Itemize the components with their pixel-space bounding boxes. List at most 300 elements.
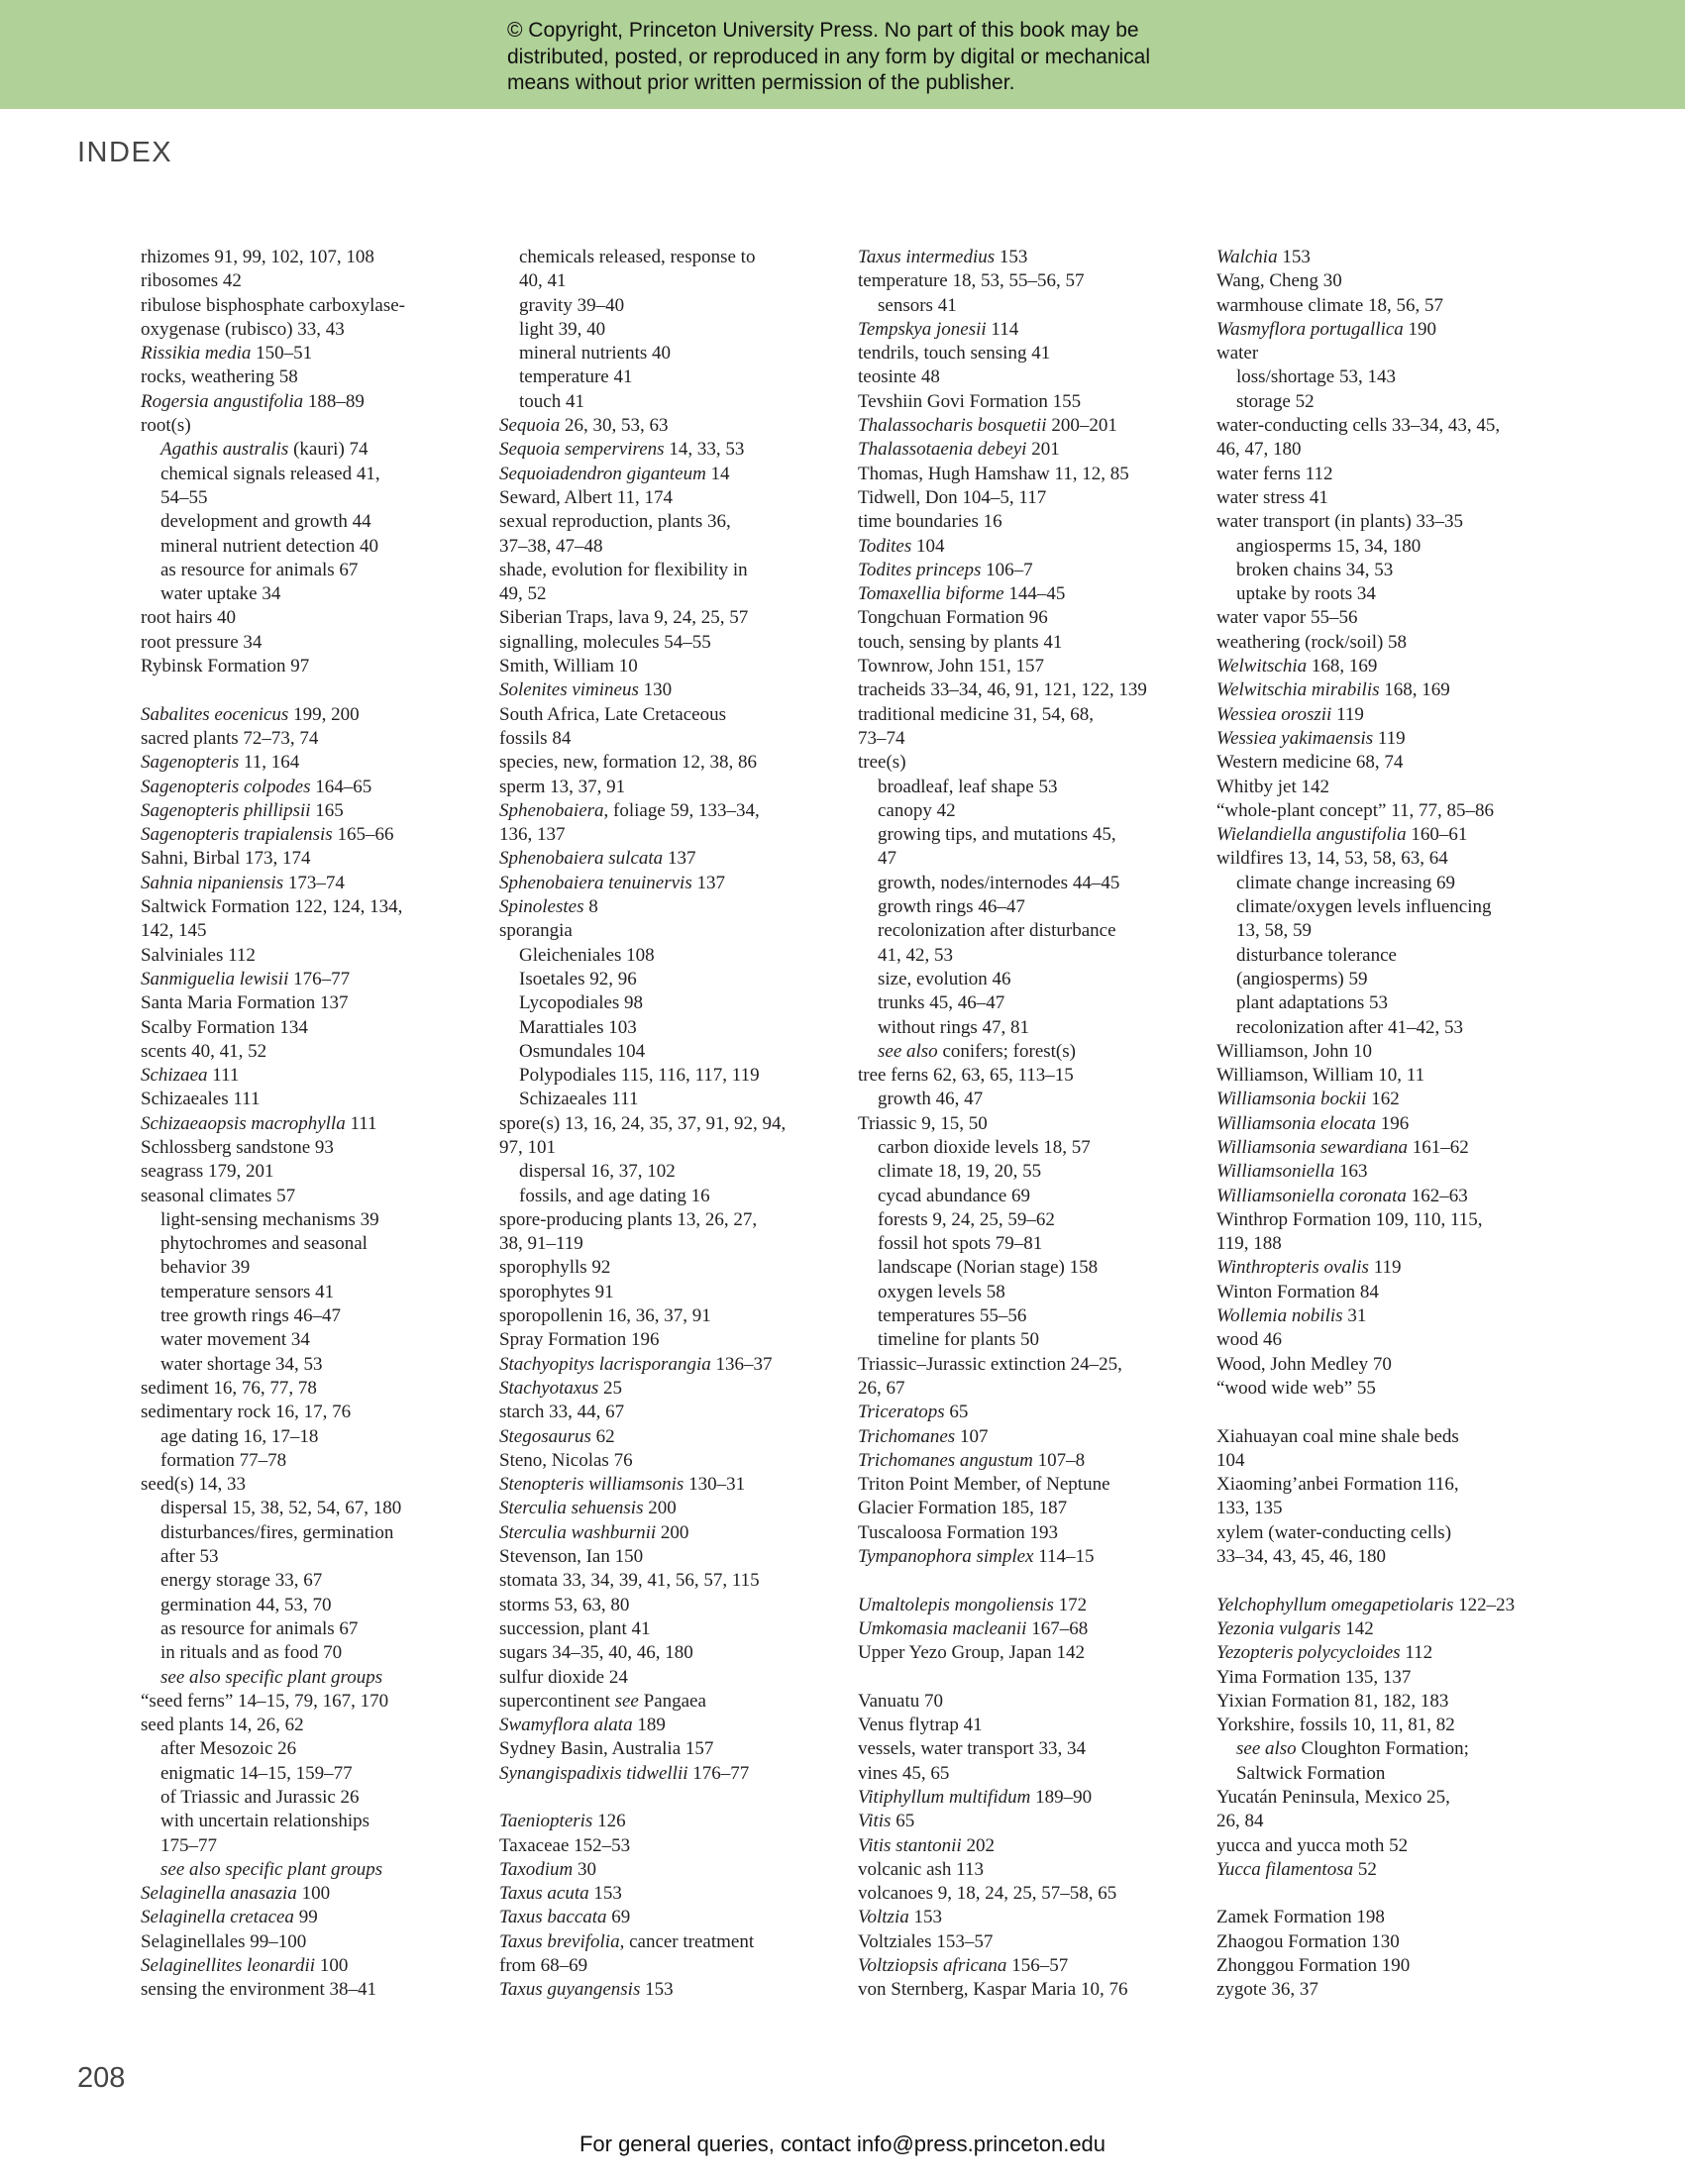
index-entry-line: Williamsoniella 163 [1216, 1161, 1368, 1183]
index-entry-line: temperatures 55–56 [878, 1305, 1027, 1327]
index-entry-line: 40, 41 [519, 270, 567, 292]
index-entry [141, 342, 477, 365]
index-subentry [858, 991, 1195, 1015]
footer-contact: For general queries, contact info@press.princeton.edu [579, 2132, 1106, 2156]
index-entry-line: temperature 41 [519, 366, 633, 388]
index-entry [499, 1641, 836, 1665]
index-subentry [858, 1016, 1195, 1040]
index-entry-line: tree ferns 62, 63, 65, 113–15 [858, 1065, 1074, 1087]
index-entry [499, 510, 836, 559]
index-entry-line: Wang, Cheng 30 [1216, 270, 1342, 292]
index-entry [141, 727, 477, 751]
index-entry [499, 606, 836, 630]
index-entry-line: water movement 34 [160, 1329, 310, 1351]
index-entry [499, 1930, 836, 1979]
index-entry [141, 1954, 477, 1978]
index-subentry [141, 1449, 477, 1473]
index-entry [499, 1281, 836, 1304]
index-entry-line: Steno, Nicolas 76 [499, 1449, 633, 1471]
index-entry-line: Wessiea oroszii 119 [1216, 703, 1364, 725]
index-entry-line: oxygenase (rubisco) 33, 43 [141, 318, 345, 340]
index-entry [1216, 463, 1553, 486]
index-subentry [499, 1088, 836, 1111]
index-entry [858, 1882, 1195, 1906]
index-entry [499, 655, 836, 678]
index-entry-line: Tuscaloosa Formation 193 [858, 1521, 1058, 1543]
index-entry [858, 318, 1195, 342]
index-entry-line: sedimentary rock 16, 17, 76 [141, 1402, 352, 1423]
index-entry [1216, 1040, 1553, 1064]
index-entry [141, 1401, 477, 1424]
index-entry-line: time boundaries 16 [858, 511, 1002, 533]
index-subentry [858, 895, 1195, 919]
index-entry-line: Agathis australis (kauri) 74 [160, 439, 369, 461]
index-entry-line: light-sensing mechanisms 39 [160, 1208, 379, 1230]
index-entry-line: mineral nutrients 40 [519, 343, 672, 364]
index-entry-line: Selaginellales 99–100 [141, 1930, 307, 1952]
index-entry-line: ribulose bisphosphate carboxylase- [141, 294, 405, 316]
index-entry-line: 26, 84 [1216, 1811, 1264, 1832]
index-entry-line: Wielandiella angustifolia 160–61 [1216, 824, 1468, 846]
index-entry [858, 631, 1195, 655]
index-entry-line: (angiosperms) 59 [1236, 968, 1368, 989]
index-column-1 [141, 246, 477, 2003]
index-entry [499, 1978, 836, 2002]
index-subentry [499, 944, 836, 968]
index-entry-line: plant adaptations 53 [1236, 992, 1389, 1014]
index-entry [1216, 1160, 1553, 1184]
index-entry-line: warmhouse climate 18, 56, 57 [1216, 294, 1444, 316]
index-entry-line: Sphenobaiera sulcata 137 [499, 848, 696, 870]
index-entry [499, 919, 836, 943]
index-entry [499, 1112, 836, 1161]
index-subentry [499, 294, 836, 318]
index-subentry [141, 1281, 477, 1304]
index-entry-line: volcanoes 9, 18, 24, 25, 57–58, 65 [858, 1883, 1117, 1905]
index-entry [1216, 1136, 1553, 1160]
index-entry [141, 1088, 477, 1111]
index-entry [1216, 1064, 1553, 1088]
index-subentry [858, 1304, 1195, 1328]
index-entry [1216, 318, 1553, 342]
index-entry-line: root hairs 40 [141, 607, 237, 629]
index-entry-line: Zhonggou Formation 190 [1216, 1955, 1411, 1977]
index-entry-line: in rituals and as food 70 [160, 1642, 343, 1664]
index-entry [1216, 1690, 1553, 1714]
index-entry [1216, 1954, 1553, 1978]
index-subentry [499, 1160, 836, 1184]
index-subentry [858, 294, 1195, 318]
index-subentry [858, 1208, 1195, 1232]
index-column-2 [499, 246, 836, 2003]
index-entry [499, 751, 836, 775]
index-entry-line: vines 45, 65 [858, 1762, 950, 1784]
index-entry [141, 631, 477, 655]
index-subentry [141, 1617, 477, 1641]
letter-group-gap [141, 678, 477, 702]
index-entry-line: sporangia [499, 920, 573, 942]
index-entry-line: Tomaxellia biforme 144–45 [858, 583, 1066, 605]
index-entry-line: Williamsoniella coronata 162–63 [1216, 1185, 1468, 1206]
index-entry-line: enigmatic 14–15, 159–77 [160, 1762, 353, 1784]
index-subentry [858, 1281, 1195, 1304]
index-entry-line: loss/shortage 53, 143 [1236, 366, 1396, 388]
index-entry [499, 776, 836, 799]
index-subentry [858, 1160, 1195, 1184]
index-subentry [141, 582, 477, 606]
index-entry-line: Sanmiguelia lewisii 176–77 [141, 968, 351, 989]
index-subentry [858, 919, 1195, 968]
index-entry-line: chemical signals released 41, [160, 463, 380, 484]
index-subentry [1216, 1737, 1553, 1786]
index-entry [858, 1834, 1195, 1858]
index-entry-line: storage 52 [1236, 390, 1315, 412]
index-entry-line: carbon dioxide levels 18, 57 [878, 1136, 1091, 1158]
letter-group-gap [858, 1569, 1195, 1593]
index-entry-line: Xiaoming’anbei Formation 116, [1216, 1474, 1459, 1496]
index-entry-line: Synangispadixis tidwellii 176–77 [499, 1762, 750, 1784]
index-entry [141, 294, 477, 343]
index-entry-line: touch, sensing by plants 41 [858, 631, 1063, 653]
index-entry-line: Seward, Albert 11, 174 [499, 486, 674, 508]
index-entry [1216, 1256, 1553, 1280]
index-entry-line: Todites 104 [858, 535, 945, 557]
index-entry [499, 678, 836, 702]
index-entry-line: Tempskya jonesii 114 [858, 318, 1019, 340]
index-subentry [858, 1040, 1195, 1064]
index-subentry [1216, 872, 1553, 895]
index-entry-line: sexual reproduction, plants 36, [499, 511, 731, 533]
index-entry [499, 1690, 836, 1714]
index-subentry [858, 1185, 1195, 1208]
index-entry-line: Upper Yezo Group, Japan 142 [858, 1642, 1086, 1664]
index-entry [499, 631, 836, 655]
index-entry-line: Todites princeps 106–7 [858, 559, 1033, 580]
index-entry-line: supercontinent see Pangaea [499, 1690, 706, 1712]
index-entry [499, 703, 836, 752]
index-entry-line: Trichomanes 107 [858, 1425, 989, 1447]
letter-group-gap [1216, 1569, 1553, 1593]
index-entry-line: after 53 [160, 1546, 219, 1568]
index-entry [1216, 847, 1553, 871]
index-entry [858, 1714, 1195, 1737]
index-entry-line: sporopollenin 16, 36, 37, 91 [499, 1305, 711, 1327]
index-subentry [141, 535, 477, 559]
index-entry-line: seed(s) 14, 33 [141, 1474, 247, 1496]
index-entry [858, 678, 1195, 702]
index-subentry [499, 991, 836, 1015]
index-entry [1216, 1617, 1553, 1641]
index-entry-line: tree(s) [858, 752, 906, 774]
index-entry-line: water [1216, 343, 1259, 364]
index-entry [499, 463, 836, 486]
index-entry-line: Osmundales 104 [519, 1040, 646, 1062]
index-entry-line: Selaginellites leonardii 100 [141, 1955, 349, 1977]
index-entry-line: 37–38, 47–48 [499, 535, 603, 557]
index-entry-line: Sydney Basin, Australia 157 [499, 1738, 714, 1760]
index-entry-line: Schizaeales 111 [141, 1089, 261, 1110]
index-entry-line: mineral nutrient detection 40 [160, 535, 379, 557]
index-entry [858, 1954, 1195, 1978]
index-subentry [499, 318, 836, 342]
index-entry-line: root(s) [141, 415, 191, 437]
index-entry-line: sensing the environment 38–41 [141, 1979, 376, 2001]
index-entry-line: Lycopodiales 98 [519, 992, 644, 1014]
index-entry [141, 823, 477, 847]
index-subentry [858, 1088, 1195, 1111]
index-entry [141, 655, 477, 678]
index-entry-line: spore(s) 13, 16, 24, 35, 37, 91, 92, 94, [499, 1112, 787, 1134]
index-entry [858, 703, 1195, 752]
index-entry-line: Sahni, Birbal 173, 174 [141, 848, 311, 870]
index-subentry [499, 246, 836, 294]
index-entry [858, 606, 1195, 630]
index-entry [1216, 1281, 1553, 1304]
index-entry [499, 1762, 836, 1786]
index-entry-line: water ferns 112 [1216, 463, 1333, 484]
index-entry [141, 1690, 477, 1714]
index-entry-line: sensors 41 [878, 294, 957, 316]
index-entry [858, 1353, 1195, 1402]
index-entry-line: Solenites vimineus 130 [499, 679, 673, 701]
index-entry-line: Townrow, John 151, 157 [858, 656, 1044, 677]
index-entry [141, 872, 477, 895]
index-entry [499, 799, 836, 848]
index-entry [499, 1449, 836, 1473]
index-entry-line: Taxus guyangensis 153 [499, 1979, 674, 2001]
index-entry [1216, 678, 1553, 702]
index-subentry [858, 968, 1195, 991]
index-entry-line: as resource for animals 67 [160, 559, 359, 580]
index-entry [1216, 606, 1553, 630]
index-entry [858, 414, 1195, 438]
index-entry-line: Sterculia sehuensis 200 [499, 1498, 677, 1519]
index-entry-line: Sphenobaiera, foliage 59, 133–34, [499, 799, 760, 821]
index-entry [1216, 776, 1553, 799]
index-entry-line: uptake by roots 34 [1236, 583, 1376, 605]
index-entry [141, 1112, 477, 1136]
index-entry [1216, 342, 1553, 365]
index-entry [858, 1473, 1195, 1521]
copyright-line: distributed, posted, or reproduced in any form by digital or mechanical [507, 45, 1151, 68]
index-entry-line: touch 41 [519, 390, 584, 412]
index-subentry [1216, 390, 1553, 414]
index-entry-line: of Triassic and Jurassic 26 [160, 1787, 360, 1808]
index-entry-line: Stenopteris williamsonis 130–31 [499, 1474, 746, 1496]
index-entry [858, 342, 1195, 365]
index-subentry [141, 1425, 477, 1449]
index-subentry [858, 776, 1195, 799]
index-entry [499, 414, 836, 438]
index-entry-line: succession, plant 41 [499, 1617, 651, 1639]
index-entry-line: Sagenopteris 11, 164 [141, 752, 300, 774]
index-entry-line: Gleicheniales 108 [519, 944, 655, 966]
index-entry [141, 1882, 477, 1906]
index-entry [1216, 1641, 1553, 1665]
index-subentry [1216, 365, 1553, 389]
index-entry [499, 1353, 836, 1377]
index-entry-line: Tongchuan Formation 96 [858, 607, 1048, 629]
index-entry [1216, 1978, 1553, 2002]
index-entry-line: Sequoiadendron giganteum 14 [499, 463, 730, 484]
index-entry-line: Winthrop Formation 109, 110, 115, [1216, 1208, 1483, 1230]
index-subentry [858, 1136, 1195, 1160]
index-entry [499, 438, 836, 462]
index-entry-line: Tidwell, Don 104–5, 117 [858, 486, 1047, 508]
index-entry-line: Vitis stantonii 202 [858, 1834, 995, 1856]
index-entry-line: size, evolution 46 [878, 968, 1011, 989]
index-entry [858, 1930, 1195, 1954]
index-entry [858, 1425, 1195, 1449]
index-entry [499, 1328, 836, 1352]
index-entry-line: Thalassocharis bosquetii 200–201 [858, 415, 1117, 437]
index-entry-line: development and growth 44 [160, 511, 371, 533]
index-entry-line: wildfires 13, 14, 53, 58, 63, 64 [1216, 848, 1448, 870]
index-entry [1216, 269, 1553, 293]
index-entry-line: sediment 16, 76, 77, 78 [141, 1377, 317, 1399]
index-entry [1216, 655, 1553, 678]
index-entry [1216, 1834, 1553, 1858]
index-entry [858, 751, 1195, 775]
index-entry [499, 1473, 836, 1497]
index-entry-line: Glacier Formation 185, 187 [858, 1498, 1068, 1519]
index-entry [499, 1858, 836, 1882]
index-entry [1216, 1328, 1553, 1352]
index-entry-line: Walchia 153 [1216, 247, 1311, 267]
index-entry-line: scents 40, 41, 52 [141, 1040, 267, 1062]
index-subentry [499, 365, 836, 389]
index-entry-line: Zamek Formation 198 [1216, 1907, 1385, 1928]
index-entry-line: Vitiphyllum multifidum 189–90 [858, 1787, 1093, 1808]
index-entry [141, 390, 477, 414]
index-entry-line: Swamyflora alata 189 [499, 1715, 666, 1736]
index-entry [141, 776, 477, 799]
index-entry-line: gravity 39–40 [519, 294, 625, 316]
index-entry [141, 991, 477, 1015]
index-entry-line: growing tips, and mutations 45, [878, 824, 1116, 846]
index-entry-line: 142, 145 [141, 920, 207, 942]
index-entry-line: root pressure 34 [141, 631, 263, 653]
letter-group-gap [858, 1666, 1195, 1690]
index-entry-line: 33–34, 43, 45, 46, 180 [1216, 1546, 1386, 1568]
index-entry [858, 246, 1195, 269]
copyright-line: means without prior written permission of the publisher. [507, 71, 1015, 94]
index-entry-line: Winthropteris ovalis 119 [1216, 1257, 1402, 1279]
index-entry [858, 1594, 1195, 1617]
index-subentry [499, 1064, 836, 1088]
index-subentry [1216, 535, 1553, 559]
index-entry [858, 1641, 1195, 1665]
letter-group-gap [499, 1786, 836, 1810]
index-entry [1216, 1666, 1553, 1690]
index-entry-line: Polypodiales 115, 116, 117, 119 [519, 1065, 760, 1087]
index-entry-line: Triassic–Jurassic extinction 24–25, [858, 1353, 1122, 1375]
index-entry [1216, 1906, 1553, 1929]
index-entry-line: Sphenobaiera tenuinervis 137 [499, 872, 725, 893]
index-entry-line: climate/oxygen levels influencing [1236, 896, 1492, 918]
index-entry-line: traditional medicine 31, 54, 68, [858, 703, 1094, 725]
index-entry-line: broken chains 34, 53 [1236, 559, 1394, 580]
index-entry [141, 1136, 477, 1160]
index-subentry [858, 1328, 1195, 1352]
index-entry [141, 847, 477, 871]
index-subentry [141, 1762, 477, 1786]
index-entry-line: Wessiea yakimaensis 119 [1216, 727, 1406, 749]
index-entry-line: 104 [1216, 1449, 1245, 1471]
index-entry-line: 47 [878, 848, 896, 870]
index-entry [141, 968, 477, 991]
index-entry-line: oxygen levels 58 [878, 1281, 1005, 1302]
index-entry-line: fossils, and age dating 16 [519, 1185, 710, 1206]
index-column-3 [858, 246, 1195, 2003]
index-entry-line: 13, 58, 59 [1236, 920, 1312, 942]
index-entry [499, 1304, 836, 1328]
index-entry [141, 365, 477, 389]
index-entry [1216, 1786, 1553, 1834]
index-entry [858, 486, 1195, 510]
index-entry [499, 847, 836, 871]
index-entry [1216, 1112, 1553, 1136]
index-entry-line: Stachyotaxus 25 [499, 1377, 623, 1399]
index-entry [858, 1112, 1195, 1136]
index-entry [141, 799, 477, 823]
index-entry [858, 1737, 1195, 1761]
index-entry [141, 703, 477, 727]
index-entry [1216, 414, 1553, 463]
index-subentry [499, 390, 836, 414]
index-entry-line: ribosomes 42 [141, 270, 242, 292]
index-entry-line: Rybinsk Formation 97 [141, 656, 310, 677]
index-entry-line: Wasmyflora portugallica 190 [1216, 318, 1437, 340]
index-subentry [141, 1810, 477, 1858]
index-entry-line: Taxus baccata 69 [499, 1907, 631, 1928]
index-entry-line: dispersal 15, 38, 52, 54, 67, 180 [160, 1498, 402, 1519]
letter-group-gap [1216, 1401, 1553, 1424]
index-entry [499, 1666, 836, 1690]
index-entry-line: tracheids 33–34, 46, 91, 121, 122, 139 [858, 679, 1147, 701]
index-entry [1216, 1425, 1553, 1474]
index-entry [1216, 1377, 1553, 1401]
index-entry-line: Williamsonia bockii 162 [1216, 1089, 1400, 1110]
index-entry-line: angiosperms 15, 34, 180 [1236, 535, 1422, 557]
index-entry [858, 390, 1195, 414]
index-entry-line: formation 77–78 [160, 1449, 287, 1471]
index-entry [858, 269, 1195, 293]
index-entry-line: Taxus intermedius 153 [858, 247, 1028, 267]
index-subentry [141, 1858, 477, 1882]
index-entry-line: tendrils, touch sensing 41 [858, 343, 1051, 364]
index-entry-line: spore-producing plants 13, 26, 27, [499, 1208, 758, 1230]
index-entry [858, 1401, 1195, 1424]
index-entry-line: Taxodium 30 [499, 1858, 597, 1880]
index-entry [858, 463, 1195, 486]
index-entry [499, 872, 836, 895]
index-entry-line: Williamsonia sewardiana 161–62 [1216, 1136, 1469, 1158]
index-entry [499, 1906, 836, 1929]
index-subentry [141, 1666, 477, 1690]
index-entry-line: Taxus brevifolia, cancer treatment [499, 1930, 755, 1952]
index-entry-line: Voltziopsis africana 156–57 [858, 1955, 1069, 1977]
index-entry [858, 582, 1195, 606]
index-entry-line: Vitis 65 [858, 1811, 915, 1832]
index-entry-line: water stress 41 [1216, 486, 1328, 508]
index-entry-line: from 68–69 [499, 1955, 588, 1977]
index-entry-line: zygote 36, 37 [1216, 1979, 1318, 2001]
index-entry [499, 1594, 836, 1617]
index-entry-line: sperm 13, 37, 91 [499, 776, 626, 797]
index-entry [858, 1762, 1195, 1786]
index-entry-line: germination 44, 53, 70 [160, 1594, 332, 1615]
